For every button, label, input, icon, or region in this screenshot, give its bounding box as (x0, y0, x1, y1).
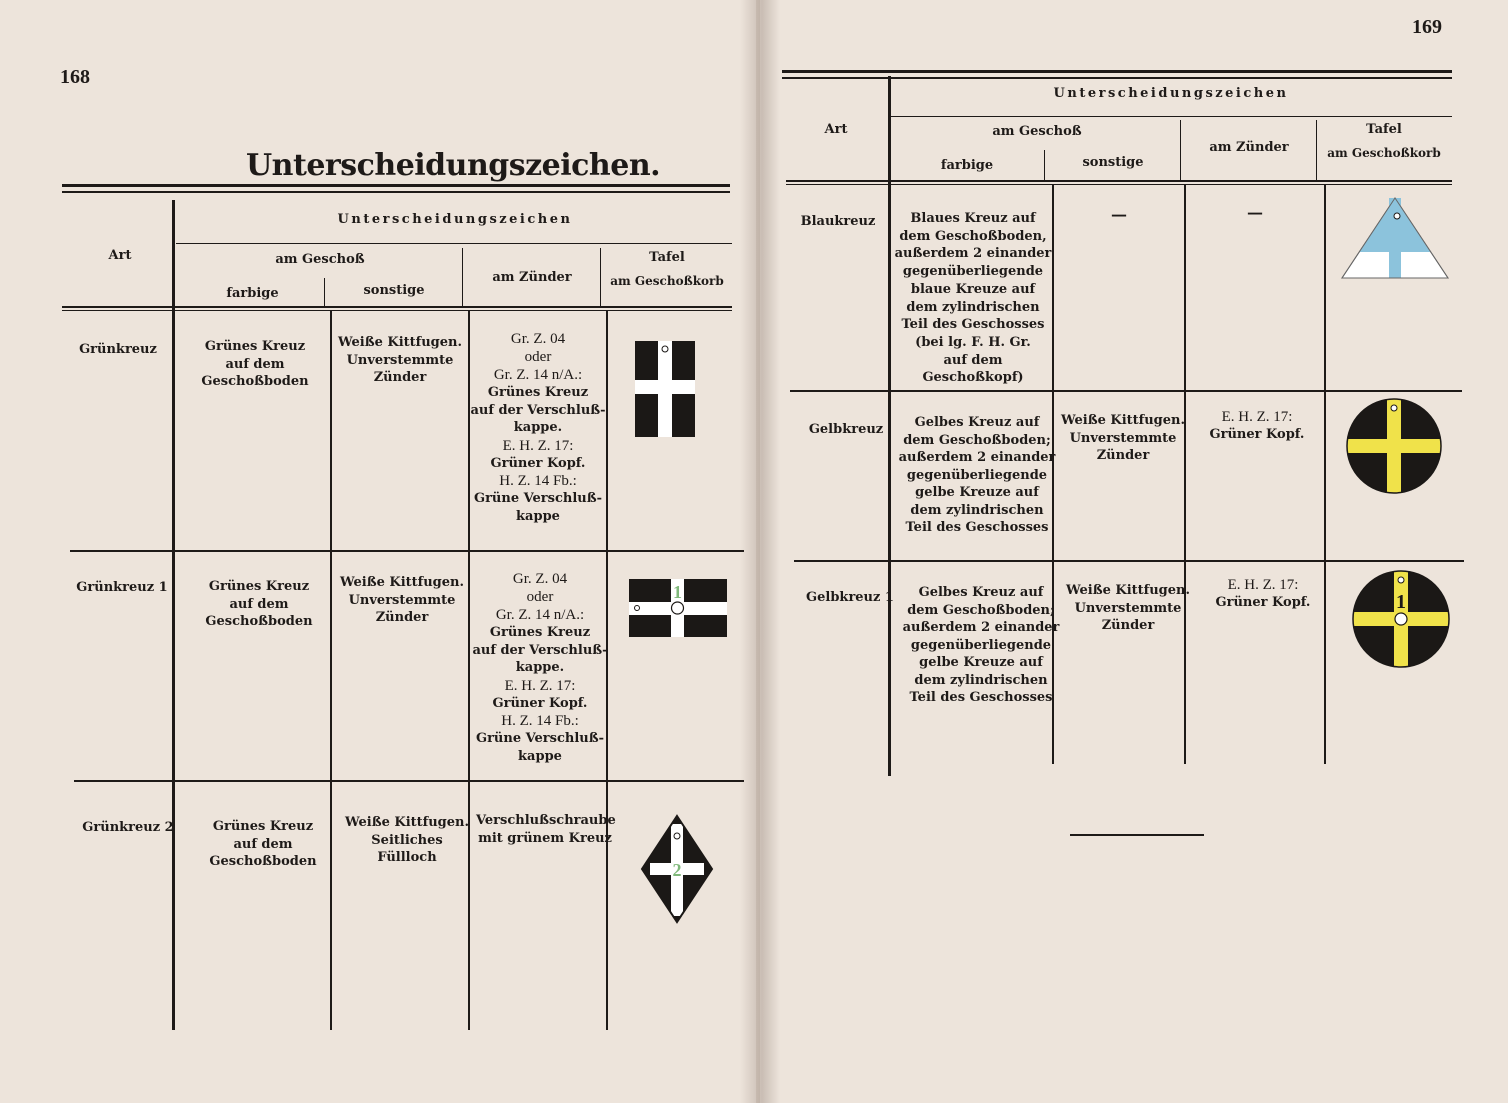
table-top-rule-thin (782, 77, 1452, 79)
header-bottom-rule (786, 180, 1452, 182)
header-am-geschosskorb: am Geschoßkorb (1327, 146, 1441, 160)
column-rule-zuender (1324, 184, 1326, 764)
row-sonstige-text: Weiße Kittfugen. Unverstemmte Zünder (1060, 413, 1186, 463)
header-subcol-rule (1044, 150, 1045, 180)
symbol-digit: 2 (672, 860, 682, 880)
header-art: Art (108, 248, 132, 263)
column-rule-art (172, 200, 175, 1030)
row-separator (74, 780, 744, 782)
row-zuender-text: Verschlußschraube mit grünem Kreuz (476, 813, 616, 846)
header-group: Unterscheidungszeichen (1053, 86, 1289, 101)
symbol-digit: 1 (1396, 591, 1406, 613)
header-divider (176, 243, 732, 244)
table-top-rule (62, 184, 730, 187)
row-art-label: Grünkreuz (79, 342, 157, 357)
right-page (760, 0, 1508, 1103)
row-separator (790, 390, 1462, 392)
circle-yellow-cross-icon (1352, 570, 1450, 668)
row-separator (70, 550, 744, 552)
header-farbige: farbige (940, 158, 994, 173)
header-am-geschosskorb: am Geschoßkorb (610, 274, 724, 288)
table-top-rule (782, 70, 1452, 73)
row-zuender-text: E. H. Z. 17: Grüner Kopf. (1215, 577, 1311, 610)
header-col-rule (1316, 120, 1317, 180)
triangle-blue-cross-icon (1340, 196, 1450, 280)
row-art-label: Grünkreuz 1 (76, 580, 168, 595)
circle-yellow-cross-icon (1346, 398, 1442, 494)
row-separator (794, 560, 1464, 562)
row-farbige-text: Grünes Kreuz auf dem Geschoßboden (209, 819, 317, 869)
rectangle-white-cross-icon (628, 578, 728, 638)
page-title: Unterscheidungszeichen. (246, 148, 661, 183)
header-am-geschoss: am Geschoß (275, 252, 365, 267)
table-top-rule-thin (62, 191, 730, 193)
header-group: Unterscheidungszeichen (337, 212, 573, 227)
header-am-geschoss: am Geschoß (992, 124, 1082, 139)
row-farbige-text: Gelbes Kreuz auf dem Geschoßboden; außerdem 2 einander gegenüberliegende gelbe Kreuze auf dem zylindrischen Teil des Geschosses (902, 585, 1060, 705)
square-white-cross-icon (634, 340, 696, 438)
row-zuender-text: — (1247, 203, 1263, 222)
diamond-white-cross-icon (640, 814, 714, 924)
row-art-label: Grünkreuz 2 (82, 820, 174, 835)
row-art-label: Blaukreuz (800, 214, 876, 229)
book-gutter (740, 0, 780, 1103)
header-am-zuender: am Zünder (1209, 140, 1289, 155)
header-am-zuender: am Zünder (492, 270, 572, 285)
header-col-rule (1180, 120, 1181, 180)
header-bottom-rule-thin (62, 310, 732, 311)
header-tafel: Tafel (649, 250, 685, 265)
header-sonstige: sonstige (1082, 155, 1144, 170)
header-tafel: Tafel (1366, 122, 1402, 137)
header-art: Art (824, 122, 848, 137)
header-col-rule (600, 248, 601, 306)
row-zuender-text: Gr. Z. 04 oder Gr. Z. 14 n/A.: Grünes Kreuz auf der Verschluß- kappe. E. H. Z. 17: Grüner Kopf. H. Z. 14 Fb.: Grüne Verschluß- kappe (472, 571, 608, 764)
closing-rule (1070, 834, 1204, 836)
row-sonstige-text: Weiße Kittfugen. Seitliches Füllloch (344, 815, 470, 865)
row-farbige-text: Grünes Kreuz auf dem Geschoßboden (205, 579, 313, 629)
row-farbige-text: Blaues Kreuz auf dem Geschoßboden, außerdem 2 einander gegenüberliegende blaue Kreuze auf dem zylindrischen Teil des Geschosses (bei lg. F. H. Gr. auf dem Geschoßkopf) (894, 211, 1052, 386)
column-rule-farbige (330, 310, 332, 1030)
row-zuender-text: E. H. Z. 17: Grüner Kopf. (1209, 409, 1305, 442)
row-farbige-text: Gelbes Kreuz auf dem Geschoßboden; außerdem 2 einander gegenüberliegende gelbe Kreuze auf dem zylindrischen Teil des Geschosses (898, 415, 1056, 535)
header-divider (890, 116, 1452, 117)
row-zuender-text: Gr. Z. 04 oder Gr. Z. 14 n/A.: Grünes Kreuz auf der Verschluß- kappe. E. H. Z. 17: Grüner Kopf. H. Z. 14 Fb.: Grüne Verschluß- kappe (470, 331, 606, 524)
row-farbige-text: Grünes Kreuz auf dem Geschoßboden (201, 339, 309, 389)
header-subcol-rule (324, 278, 325, 306)
row-art-label: Gelbkreuz 1 (806, 590, 894, 605)
symbol-digit: 1 (673, 582, 682, 602)
header-sonstige: sonstige (363, 283, 425, 298)
row-sonstige-text: Weiße Kittfugen. Unverstemmte Zünder (1065, 583, 1191, 633)
header-col-rule (462, 248, 463, 306)
row-art-label: Gelbkreuz (808, 422, 884, 437)
column-rule-sonstige (1184, 184, 1186, 764)
page-number: 169 (1412, 16, 1442, 38)
row-sonstige-text: Weiße Kittfugen. Unverstemmte Zünder (337, 335, 463, 385)
page-number: 168 (60, 66, 90, 88)
header-bottom-rule-thin (786, 184, 1452, 185)
header-farbige: farbige (226, 286, 279, 301)
header-bottom-rule (62, 306, 732, 308)
row-sonstige-text: Weiße Kittfugen. Unverstemmte Zünder (339, 575, 465, 625)
row-sonstige-text: — (1111, 205, 1127, 224)
